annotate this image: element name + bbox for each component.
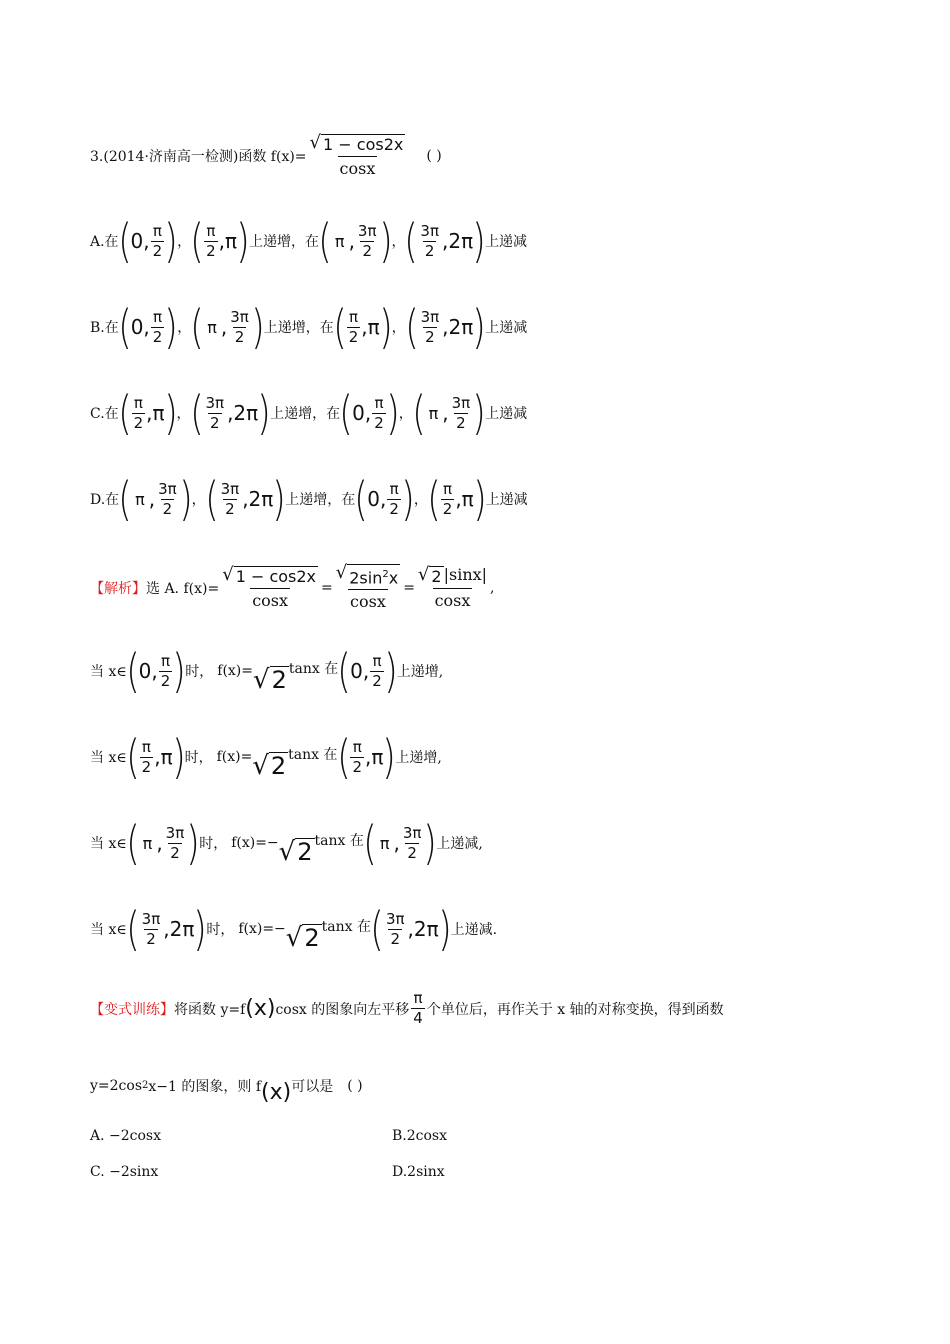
question-3-stem [90, 132, 442, 180]
question-3-fraction: √ 1 − cos2x cosx [309, 132, 404, 178]
interval-pi-3pi-2: ( π , $\frac{3\pi}{2}$ ) [190, 300, 265, 354]
interval-pi-2-pi: ( $\frac{\pi}{2}$ ,π ) [190, 214, 250, 268]
choice-c: C. −2sinx [90, 1164, 159, 1180]
analysis-lead: 选 A. f(x)= [146, 580, 220, 597]
choice-a: A. −2cosx [90, 1128, 161, 1144]
option-label: A.在 [90, 234, 119, 250]
interval-0-pi-2: ( 0, $\frac{\pi}{2}$ ) [354, 472, 415, 526]
interval-pi-3pi-2: ( π , $\frac{3\pi}{2}$ ) [411, 386, 486, 440]
option-b: B.在 ( 0, $\frac{\pi}{2}$ ) ， ( π , $\frac{3\pi}{2}$ ) 上递增，在 ( $\frac{\pi}{2}$ ,π ) ， ( $\frac{3\pi}{2}$ ,2π ) 上递减 [90, 300, 528, 354]
interval-pi-2-pi: ( $\frac{\pi}{2}$ ,π ) [333, 300, 393, 354]
interval-pi-3pi-2: ( π , $\frac{3\pi}{2}$ ) [118, 472, 193, 526]
fraction-numerator: 1 − cos2x [323, 135, 404, 154]
interval-pi-2-pi: ( $\frac{\pi}{2}$ ,π ) [117, 386, 178, 440]
analysis-fraction-3: √ 2 |sinx| cosx [417, 563, 488, 610]
choice-d: D.2sinx [392, 1164, 445, 1180]
interval-0-pi-2: ( 0, $\frac{\pi}{2}$ ) [117, 300, 179, 354]
option-label: B.在 [90, 320, 119, 336]
interval-3pi-2-2pi: ( $\frac{3\pi}{2}$ ,2π ) [404, 300, 487, 354]
interval-pi-3pi-2: ( π , $\frac{3\pi}{2}$ ) [318, 214, 393, 268]
sqrt-2: √ 2 [253, 664, 287, 695]
question-3-prefix: 3.(2014·济南高一检测)函数 f(x)= [90, 149, 307, 165]
interval-0-pi-2: ( 0, $\frac{\pi}{2}$ ) [339, 386, 400, 440]
interval-0-pi-2: ( 0, $\frac{\pi}{2}$ ) [117, 214, 178, 268]
interval-3pi-2-2pi: ( $\frac{3\pi}{2}$ ,2π ) [204, 472, 287, 526]
interval-3pi-2-2pi: ( $\frac{3\pi}{2}$ ,2π ) [404, 214, 486, 268]
variant-line-2: y=2cos 2 x−1 的图象，则 f (x) 可以是 ( ) [90, 1077, 363, 1105]
option-label: D.在 [90, 492, 120, 508]
interval-3pi-2-2pi: ( $\frac{3\pi}{2}$ ,2π ) [189, 386, 271, 440]
answer-blank: ( ) [426, 148, 442, 164]
fraction-denominator: cosx [338, 156, 378, 180]
variant-line-1: 【变式训练】 将函数 y=f (x) cosx 的图象向左平移 $\frac{\pi}{4}$ 个单位后，再作关于 x 轴的对称变换，得到函数 [90, 989, 724, 1027]
sqrt-2: √ 2 [252, 750, 287, 781]
analysis-tag: 【解析】 [90, 580, 146, 597]
option-c: C.在 ( $\frac{\pi}{2}$ ,π ) ， ( $\frac{3\pi}{2}$ ,2π ) 上递增，在 ( 0, $\frac{\pi}{2}$ ) ， ( π , $\frac{3\pi}{2}$ ) 上递减 [90, 386, 528, 440]
interval-pi-2-pi: ( $\frac{\pi}{2}$ ,π ) [427, 472, 487, 526]
analysis-fraction-2: √ $2\sin^2x$ cosx [335, 562, 399, 612]
choice-b: B.2cosx [392, 1128, 447, 1144]
analysis-case-1: 当 x∈ ( 0, $\frac{\pi}{2}$ ) 时， f(x)= √ 2 tanx 在 ( 0, $\frac{\pi}{2}$ ) 上递增, [90, 644, 444, 698]
analysis-fraction-1: √ 1 − cos2x cosx [222, 563, 317, 610]
analysis-case-3: 当 x∈ ( π , $\frac{3\pi}{2}$ ) 时， f(x)=− √ 2 tanx 在 ( π , $\frac{3\pi}{2}$ ) 上递减, [90, 816, 483, 870]
variant-tag: 【变式训练】 [90, 1001, 174, 1018]
analysis-line: 【解析】 选 A. f(x)= √ 1 − cos2x cosx = √ $2\sin^2x$ cosx = √ 2 |sinx| cosx , [90, 562, 495, 612]
option-d: D.在 ( π , $\frac{3\pi}{2}$ ) ， ( $\frac{3\pi}{2}$ ,2π ) 上递增，在 ( 0, $\frac{\pi}{2}$ ) ， ( $\frac{\pi}{2}$ ,π ) 上递减 [90, 472, 528, 526]
sqrt-2: √ 2 [278, 836, 313, 867]
option-a: A.在 ( 0, $\frac{\pi}{2}$ ) ， ( $\frac{\pi}{2}$ ,π ) 上递增，在 ( π , $\frac{3\pi}{2}$ ) ， ( $\frac{3\pi}{2}$ ,2π ) 上递减 [90, 214, 528, 268]
analysis-case-2: 当 x∈ ( $\frac{\pi}{2}$ ,π ) 时， f(x)= √ 2 tanx 在 ( $\frac{\pi}{2}$ ,π ) 上递增, [90, 730, 442, 784]
analysis-case-4: 当 x∈ ( $\frac{3\pi}{2}$ ,2π ) 时， f(x)=− √ 2 tanx 在 ( $\frac{3\pi}{2}$ ,2π ) 上递减. [90, 902, 498, 956]
option-label: C.在 [90, 406, 119, 422]
sqrt-2: √ 2 [285, 922, 320, 953]
